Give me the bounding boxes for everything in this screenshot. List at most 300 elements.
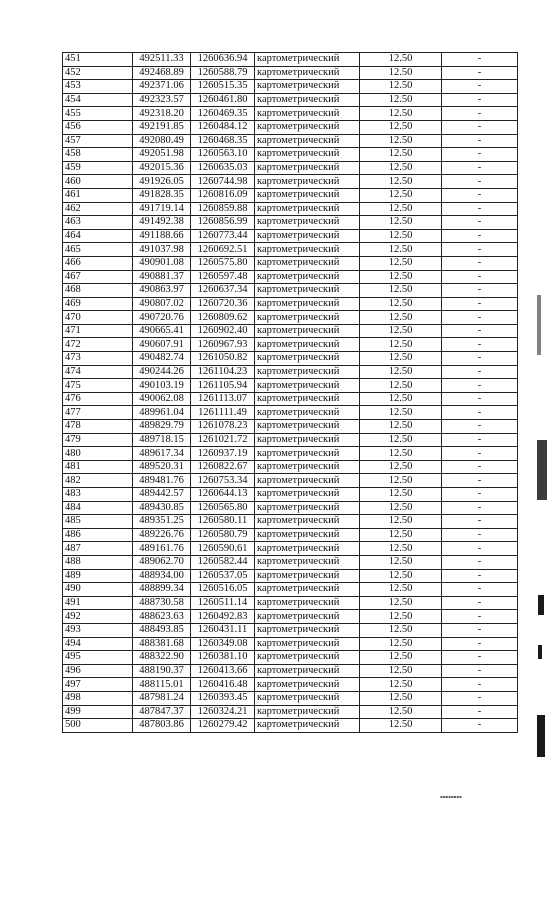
point-number: 484 bbox=[63, 501, 133, 515]
error-value: 12.50 bbox=[360, 569, 442, 583]
dash-cell: - bbox=[442, 311, 518, 325]
point-number: 486 bbox=[63, 528, 133, 542]
x-coordinate: 489481.76 bbox=[133, 474, 191, 488]
y-coordinate: 1260809.62 bbox=[191, 311, 255, 325]
scan-edge-mark bbox=[537, 715, 545, 757]
point-number: 499 bbox=[63, 705, 133, 719]
y-coordinate: 1260469.35 bbox=[191, 107, 255, 121]
x-coordinate: 488899.34 bbox=[133, 583, 191, 597]
dash-cell: - bbox=[442, 270, 518, 284]
x-coordinate: 491926.05 bbox=[133, 175, 191, 189]
dash-cell: - bbox=[442, 528, 518, 542]
point-number: 482 bbox=[63, 474, 133, 488]
scan-edge-mark bbox=[538, 645, 542, 659]
method: картометрический bbox=[255, 80, 360, 94]
table-row bbox=[63, 420, 518, 434]
method: картометрический bbox=[255, 120, 360, 134]
table-row bbox=[63, 583, 518, 597]
table-row bbox=[63, 148, 518, 162]
x-coordinate: 487803.86 bbox=[133, 719, 191, 733]
method: картометрический bbox=[255, 324, 360, 338]
point-number: 480 bbox=[63, 447, 133, 461]
method: картометрический bbox=[255, 651, 360, 665]
table-row bbox=[63, 488, 518, 502]
error-value: 12.50 bbox=[360, 705, 442, 719]
error-value: 12.50 bbox=[360, 447, 442, 461]
dash-cell: - bbox=[442, 80, 518, 94]
dash-cell: - bbox=[442, 53, 518, 67]
x-coordinate: 490881.37 bbox=[133, 270, 191, 284]
table-row bbox=[63, 352, 518, 366]
dash-cell: - bbox=[442, 352, 518, 366]
method: картометрический bbox=[255, 161, 360, 175]
dash-cell: - bbox=[442, 623, 518, 637]
x-coordinate: 492015.36 bbox=[133, 161, 191, 175]
method: картометрический bbox=[255, 229, 360, 243]
x-coordinate: 492468.89 bbox=[133, 66, 191, 80]
table-row bbox=[63, 623, 518, 637]
method: картометрический bbox=[255, 555, 360, 569]
scan-edge-mark bbox=[537, 295, 541, 355]
error-value: 12.50 bbox=[360, 691, 442, 705]
method: картометрический bbox=[255, 474, 360, 488]
dash-cell: - bbox=[442, 188, 518, 202]
dash-cell: - bbox=[442, 120, 518, 134]
y-coordinate: 1260468.35 bbox=[191, 134, 255, 148]
x-coordinate: 492318.20 bbox=[133, 107, 191, 121]
table-row bbox=[63, 392, 518, 406]
coordinates-table bbox=[62, 52, 518, 733]
method: картометрический bbox=[255, 583, 360, 597]
method: картометрический bbox=[255, 175, 360, 189]
y-coordinate: 1260563.10 bbox=[191, 148, 255, 162]
method: картометрический bbox=[255, 569, 360, 583]
point-number: 452 bbox=[63, 66, 133, 80]
method: картометрический bbox=[255, 216, 360, 230]
y-coordinate: 1260324.21 bbox=[191, 705, 255, 719]
x-coordinate: 490482.74 bbox=[133, 352, 191, 366]
error-value: 12.50 bbox=[360, 610, 442, 624]
table-row bbox=[63, 229, 518, 243]
table-row bbox=[63, 107, 518, 121]
point-number: 485 bbox=[63, 515, 133, 529]
error-value: 12.50 bbox=[360, 664, 442, 678]
x-coordinate: 491828.35 bbox=[133, 188, 191, 202]
method: картометрический bbox=[255, 528, 360, 542]
method: картометрический bbox=[255, 256, 360, 270]
point-number: 465 bbox=[63, 243, 133, 257]
error-value: 12.50 bbox=[360, 678, 442, 692]
error-value: 12.50 bbox=[360, 555, 442, 569]
point-number: 491 bbox=[63, 596, 133, 610]
table-row bbox=[63, 705, 518, 719]
x-coordinate: 490244.26 bbox=[133, 365, 191, 379]
y-coordinate: 1260580.11 bbox=[191, 515, 255, 529]
point-number: 468 bbox=[63, 284, 133, 298]
dash-cell: - bbox=[442, 66, 518, 80]
table-row bbox=[63, 651, 518, 665]
point-number: 462 bbox=[63, 202, 133, 216]
scan-edge-mark bbox=[537, 440, 547, 500]
x-coordinate: 488493.85 bbox=[133, 623, 191, 637]
method: картометрический bbox=[255, 637, 360, 651]
table-row bbox=[63, 678, 518, 692]
y-coordinate: 1260859.88 bbox=[191, 202, 255, 216]
x-coordinate: 492191.85 bbox=[133, 120, 191, 134]
y-coordinate: 1261105.94 bbox=[191, 379, 255, 393]
table-row bbox=[63, 637, 518, 651]
dash-cell: - bbox=[442, 297, 518, 311]
dash-cell: - bbox=[442, 433, 518, 447]
table-row bbox=[63, 270, 518, 284]
x-coordinate: 489961.04 bbox=[133, 406, 191, 420]
method: картометрический bbox=[255, 515, 360, 529]
y-coordinate: 1260492.83 bbox=[191, 610, 255, 624]
dash-cell: - bbox=[442, 637, 518, 651]
x-coordinate: 489829.79 bbox=[133, 420, 191, 434]
error-value: 12.50 bbox=[360, 202, 442, 216]
error-value: 12.50 bbox=[360, 651, 442, 665]
dash-cell: - bbox=[442, 678, 518, 692]
method: картометрический bbox=[255, 270, 360, 284]
table-row bbox=[63, 188, 518, 202]
table-row bbox=[63, 175, 518, 189]
error-value: 12.50 bbox=[360, 120, 442, 134]
table-row bbox=[63, 542, 518, 556]
y-coordinate: 1260816.09 bbox=[191, 188, 255, 202]
dash-cell: - bbox=[442, 569, 518, 583]
error-value: 12.50 bbox=[360, 66, 442, 80]
error-value: 12.50 bbox=[360, 420, 442, 434]
dash-cell: - bbox=[442, 161, 518, 175]
point-number: 493 bbox=[63, 623, 133, 637]
error-value: 12.50 bbox=[360, 637, 442, 651]
error-value: 12.50 bbox=[360, 583, 442, 597]
x-coordinate: 489062.70 bbox=[133, 555, 191, 569]
x-coordinate: 489718.15 bbox=[133, 433, 191, 447]
y-coordinate: 1260516.05 bbox=[191, 583, 255, 597]
table-row bbox=[63, 596, 518, 610]
table-row bbox=[63, 338, 518, 352]
method: картометрический bbox=[255, 53, 360, 67]
error-value: 12.50 bbox=[360, 324, 442, 338]
x-coordinate: 488190.37 bbox=[133, 664, 191, 678]
y-coordinate: 1260461.80 bbox=[191, 93, 255, 107]
dash-cell: - bbox=[442, 474, 518, 488]
method: картометрический bbox=[255, 297, 360, 311]
scan-stamp: ▪▪▪▪▪▪▪▪ bbox=[440, 794, 462, 799]
point-number: 463 bbox=[63, 216, 133, 230]
table-row bbox=[63, 120, 518, 134]
x-coordinate: 490720.76 bbox=[133, 311, 191, 325]
dash-cell: - bbox=[442, 583, 518, 597]
x-coordinate: 492323.57 bbox=[133, 93, 191, 107]
table-row bbox=[63, 719, 518, 733]
method: картометрический bbox=[255, 188, 360, 202]
x-coordinate: 489161.76 bbox=[133, 542, 191, 556]
dash-cell: - bbox=[442, 691, 518, 705]
method: картометрический bbox=[255, 392, 360, 406]
error-value: 12.50 bbox=[360, 352, 442, 366]
x-coordinate: 488730.58 bbox=[133, 596, 191, 610]
table-row bbox=[63, 284, 518, 298]
y-coordinate: 1261104.23 bbox=[191, 365, 255, 379]
x-coordinate: 490863.97 bbox=[133, 284, 191, 298]
dash-cell: - bbox=[442, 705, 518, 719]
x-coordinate: 490665.41 bbox=[133, 324, 191, 338]
error-value: 12.50 bbox=[360, 392, 442, 406]
dash-cell: - bbox=[442, 148, 518, 162]
method: картометрический bbox=[255, 148, 360, 162]
error-value: 12.50 bbox=[360, 528, 442, 542]
x-coordinate: 489520.31 bbox=[133, 460, 191, 474]
table-row bbox=[63, 243, 518, 257]
point-number: 496 bbox=[63, 664, 133, 678]
x-coordinate: 488623.63 bbox=[133, 610, 191, 624]
point-number: 483 bbox=[63, 488, 133, 502]
error-value: 12.50 bbox=[360, 460, 442, 474]
y-coordinate: 1260431.11 bbox=[191, 623, 255, 637]
dash-cell: - bbox=[442, 542, 518, 556]
method: картометрический bbox=[255, 284, 360, 298]
point-number: 457 bbox=[63, 134, 133, 148]
point-number: 459 bbox=[63, 161, 133, 175]
table-row bbox=[63, 447, 518, 461]
x-coordinate: 488934.00 bbox=[133, 569, 191, 583]
table-row bbox=[63, 256, 518, 270]
error-value: 12.50 bbox=[360, 134, 442, 148]
dash-cell: - bbox=[442, 392, 518, 406]
table-row bbox=[63, 161, 518, 175]
scan-edge-mark bbox=[538, 595, 544, 615]
y-coordinate: 1261078.23 bbox=[191, 420, 255, 434]
point-number: 472 bbox=[63, 338, 133, 352]
dash-cell: - bbox=[442, 284, 518, 298]
method: картометрический bbox=[255, 542, 360, 556]
table-row bbox=[63, 610, 518, 624]
dash-cell: - bbox=[442, 501, 518, 515]
y-coordinate: 1260744.98 bbox=[191, 175, 255, 189]
method: картометрический bbox=[255, 719, 360, 733]
dash-cell: - bbox=[442, 460, 518, 474]
dash-cell: - bbox=[442, 256, 518, 270]
point-number: 494 bbox=[63, 637, 133, 651]
table-row bbox=[63, 528, 518, 542]
y-coordinate: 1261021.72 bbox=[191, 433, 255, 447]
table-row bbox=[63, 202, 518, 216]
dash-cell: - bbox=[442, 610, 518, 624]
method: картометрический bbox=[255, 501, 360, 515]
dash-cell: - bbox=[442, 406, 518, 420]
table-row bbox=[63, 66, 518, 80]
dash-cell: - bbox=[442, 555, 518, 569]
y-coordinate: 1260537.05 bbox=[191, 569, 255, 583]
error-value: 12.50 bbox=[360, 433, 442, 447]
error-value: 12.50 bbox=[360, 53, 442, 67]
point-number: 476 bbox=[63, 392, 133, 406]
table-row bbox=[63, 460, 518, 474]
method: картометрический bbox=[255, 705, 360, 719]
y-coordinate: 1261050.82 bbox=[191, 352, 255, 366]
y-coordinate: 1260416.48 bbox=[191, 678, 255, 692]
table-row bbox=[63, 406, 518, 420]
method: картометрический bbox=[255, 664, 360, 678]
y-coordinate: 1261111.49 bbox=[191, 406, 255, 420]
error-value: 12.50 bbox=[360, 284, 442, 298]
dash-cell: - bbox=[442, 365, 518, 379]
point-number: 458 bbox=[63, 148, 133, 162]
x-coordinate: 492371.06 bbox=[133, 80, 191, 94]
x-coordinate: 490807.02 bbox=[133, 297, 191, 311]
x-coordinate: 489430.85 bbox=[133, 501, 191, 515]
y-coordinate: 1260635.03 bbox=[191, 161, 255, 175]
point-number: 479 bbox=[63, 433, 133, 447]
point-number: 469 bbox=[63, 297, 133, 311]
y-coordinate: 1260413.66 bbox=[191, 664, 255, 678]
point-number: 471 bbox=[63, 324, 133, 338]
x-coordinate: 488381.68 bbox=[133, 637, 191, 651]
point-number: 474 bbox=[63, 365, 133, 379]
dash-cell: - bbox=[442, 488, 518, 502]
method: картометрический bbox=[255, 420, 360, 434]
table-row bbox=[63, 53, 518, 67]
y-coordinate: 1260511.14 bbox=[191, 596, 255, 610]
method: картометрический bbox=[255, 488, 360, 502]
y-coordinate: 1260644.13 bbox=[191, 488, 255, 502]
dash-cell: - bbox=[442, 216, 518, 230]
error-value: 12.50 bbox=[360, 80, 442, 94]
y-coordinate: 1260773.44 bbox=[191, 229, 255, 243]
dash-cell: - bbox=[442, 202, 518, 216]
x-coordinate: 491188.66 bbox=[133, 229, 191, 243]
y-coordinate: 1260484.12 bbox=[191, 120, 255, 134]
point-number: 460 bbox=[63, 175, 133, 189]
method: картометрический bbox=[255, 365, 360, 379]
method: картометрический bbox=[255, 460, 360, 474]
x-coordinate: 487981.24 bbox=[133, 691, 191, 705]
point-number: 487 bbox=[63, 542, 133, 556]
y-coordinate: 1261113.07 bbox=[191, 392, 255, 406]
method: картометрический bbox=[255, 202, 360, 216]
y-coordinate: 1260937.19 bbox=[191, 447, 255, 461]
table-row bbox=[63, 80, 518, 94]
x-coordinate: 492511.33 bbox=[133, 53, 191, 67]
table-row bbox=[63, 365, 518, 379]
dash-cell: - bbox=[442, 324, 518, 338]
error-value: 12.50 bbox=[360, 719, 442, 733]
point-number: 497 bbox=[63, 678, 133, 692]
x-coordinate: 492051.98 bbox=[133, 148, 191, 162]
error-value: 12.50 bbox=[360, 365, 442, 379]
x-coordinate: 488322.90 bbox=[133, 651, 191, 665]
dash-cell: - bbox=[442, 515, 518, 529]
point-number: 490 bbox=[63, 583, 133, 597]
y-coordinate: 1260279.42 bbox=[191, 719, 255, 733]
y-coordinate: 1260967.93 bbox=[191, 338, 255, 352]
x-coordinate: 491492.38 bbox=[133, 216, 191, 230]
point-number: 453 bbox=[63, 80, 133, 94]
error-value: 12.50 bbox=[360, 216, 442, 230]
point-number: 466 bbox=[63, 256, 133, 270]
dash-cell: - bbox=[442, 243, 518, 257]
y-coordinate: 1260575.80 bbox=[191, 256, 255, 270]
y-coordinate: 1260753.34 bbox=[191, 474, 255, 488]
method: картометрический bbox=[255, 623, 360, 637]
table-row bbox=[63, 515, 518, 529]
y-coordinate: 1260515.35 bbox=[191, 80, 255, 94]
x-coordinate: 489351.25 bbox=[133, 515, 191, 529]
y-coordinate: 1260565.80 bbox=[191, 501, 255, 515]
y-coordinate: 1260636.94 bbox=[191, 53, 255, 67]
table-row bbox=[63, 93, 518, 107]
table-row bbox=[63, 474, 518, 488]
table-row bbox=[63, 216, 518, 230]
x-coordinate: 492080.49 bbox=[133, 134, 191, 148]
y-coordinate: 1260856.99 bbox=[191, 216, 255, 230]
y-coordinate: 1260381.10 bbox=[191, 651, 255, 665]
error-value: 12.50 bbox=[360, 515, 442, 529]
method: картометрический bbox=[255, 352, 360, 366]
method: картометрический bbox=[255, 596, 360, 610]
method: картометрический bbox=[255, 447, 360, 461]
point-number: 467 bbox=[63, 270, 133, 284]
point-number: 473 bbox=[63, 352, 133, 366]
x-coordinate: 490607.91 bbox=[133, 338, 191, 352]
point-number: 455 bbox=[63, 107, 133, 121]
point-number: 461 bbox=[63, 188, 133, 202]
x-coordinate: 489617.34 bbox=[133, 447, 191, 461]
error-value: 12.50 bbox=[360, 623, 442, 637]
method: картометрический bbox=[255, 406, 360, 420]
error-value: 12.50 bbox=[360, 338, 442, 352]
error-value: 12.50 bbox=[360, 148, 442, 162]
x-coordinate: 490103.19 bbox=[133, 379, 191, 393]
error-value: 12.50 bbox=[360, 175, 442, 189]
method: картометрический bbox=[255, 610, 360, 624]
method: картометрический bbox=[255, 678, 360, 692]
table-row bbox=[63, 555, 518, 569]
table-row bbox=[63, 297, 518, 311]
point-number: 454 bbox=[63, 93, 133, 107]
error-value: 12.50 bbox=[360, 501, 442, 515]
method: картометрический bbox=[255, 93, 360, 107]
x-coordinate: 491037.98 bbox=[133, 243, 191, 257]
error-value: 12.50 bbox=[360, 297, 442, 311]
y-coordinate: 1260902.40 bbox=[191, 324, 255, 338]
y-coordinate: 1260588.79 bbox=[191, 66, 255, 80]
point-number: 470 bbox=[63, 311, 133, 325]
error-value: 12.50 bbox=[360, 311, 442, 325]
x-coordinate: 488115.01 bbox=[133, 678, 191, 692]
error-value: 12.50 bbox=[360, 379, 442, 393]
x-coordinate: 491719.14 bbox=[133, 202, 191, 216]
method: картометрический bbox=[255, 338, 360, 352]
point-number: 456 bbox=[63, 120, 133, 134]
dash-cell: - bbox=[442, 379, 518, 393]
point-number: 464 bbox=[63, 229, 133, 243]
table-row bbox=[63, 501, 518, 515]
dash-cell: - bbox=[442, 175, 518, 189]
point-number: 498 bbox=[63, 691, 133, 705]
point-number: 492 bbox=[63, 610, 133, 624]
y-coordinate: 1260597.48 bbox=[191, 270, 255, 284]
error-value: 12.50 bbox=[360, 474, 442, 488]
method: картометрический bbox=[255, 691, 360, 705]
error-value: 12.50 bbox=[360, 596, 442, 610]
point-number: 477 bbox=[63, 406, 133, 420]
point-number: 488 bbox=[63, 555, 133, 569]
table-row bbox=[63, 433, 518, 447]
